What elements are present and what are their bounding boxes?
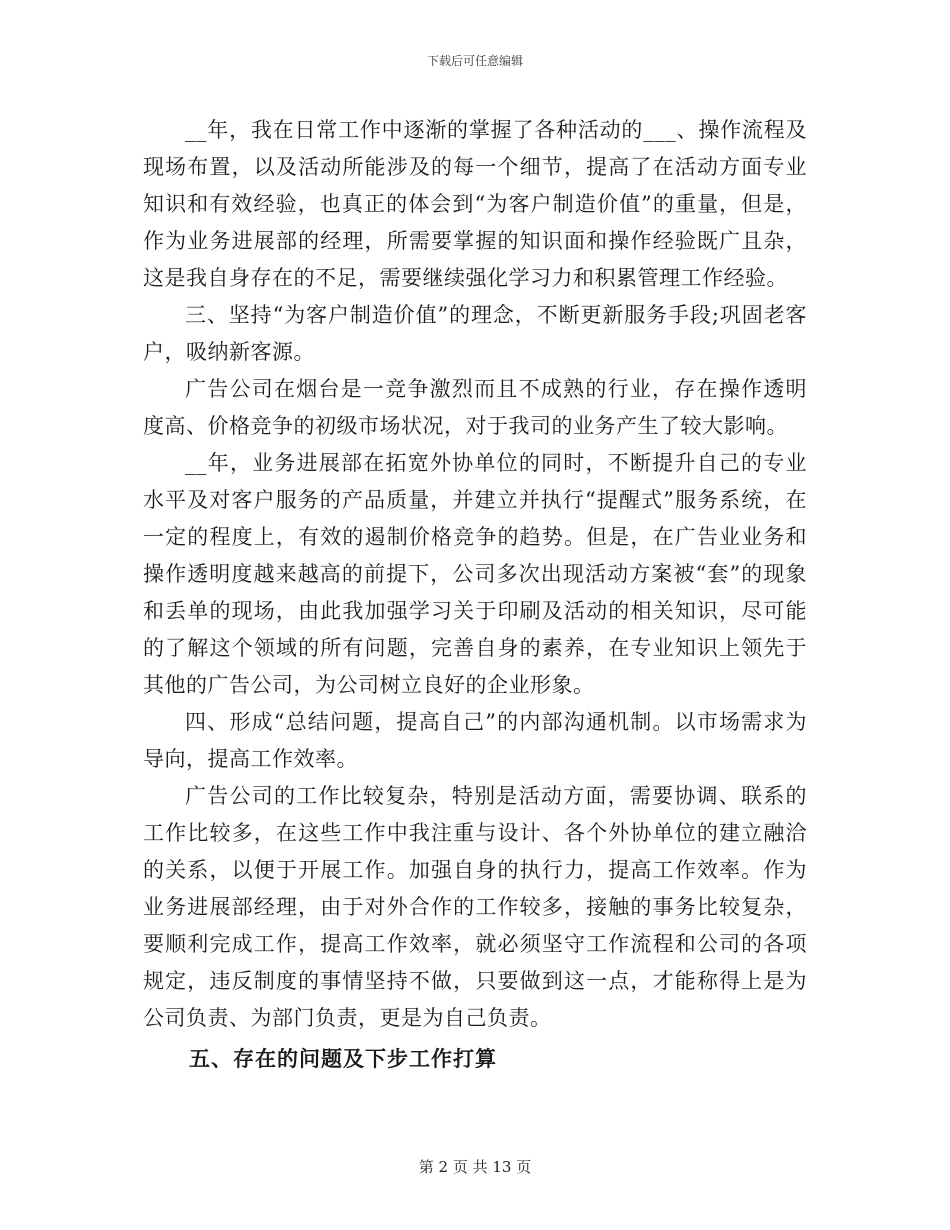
document-body <box>143 112 807 1078</box>
page-number: 第 2 页 共 13 页 <box>418 1158 532 1176</box>
paragraph-work-efficiency: 广告公司的工作比较复杂，特别是活动方面，需要协调、联系的工作比较多，在这些工作中我注重与设计、各个外协单位的建立融洽的关系，以便于开展工作。加强自身的执行力，提高工作效率。作为业务进展部经理，由于对外合作的工作较多，接触的事务比较复杂，要顺利完成工作，提高工作效率，就必须坚守工作流程和公司的各项规定，违反制度的事情坚持不做，只要做到这一点，才能称得上是为公司负责、为部门负责，更是为自己负责。 <box>143 784 807 1030</box>
paragraph-service-system: __年，业务进展部在拓宽外协单位的同时，不断提升自己的专业水平及对客户服务的产品质量，并建立并执行“提醒式”服务系统，在一定的程度上，有效的遏制价格竞争的趋势。但是，在广告业业务和操作透明度越来越高的前提下，公司多次出现活动方案被“套”的现象和丢单的现场，由此我加强学习关于印刷及活动的相关知识，尽可能的了解这个领域的所有问题，完善自身的素养，在专业知识上领先于其他的广告公司，为公司树立良好的企业形象。 <box>143 451 807 697</box>
paragraph-point-three: 三、坚持“为客户制造价值”的理念，不断更新服务手段;巩固老客户，吸纳新客源。 <box>143 303 807 364</box>
paragraph-market-status: 广告公司在烟台是一竞争激烈而且不成熟的行业，存在操作透明度高、价格竞争的初级市场状况，对于我司的业务产生了较大影响。 <box>143 377 807 438</box>
header-note: 下载后可任意编辑 <box>426 54 523 68</box>
section-heading: 五、存在的问题及下步工作打算 <box>189 1047 497 1071</box>
paragraph-point-four: 四、形成“总结问题，提高自己”的内部沟通机制。以市场需求为导向，提高工作效率。 <box>143 710 807 771</box>
paragraph-experience: __年，我在日常工作中逐渐的掌握了各种活动的___、操作流程及现场布置，以及活动所能涉及的每一个细节，提高了在活动方面专业知识和有效经验，也真正的体会到“为客户制造价值”的重量，但是，作为业务进展部的经理，所需要掌握的知识面和操作经验既广且杂，这是我自身存在的不足，需要继续强化学习力和积累管理工作经验。 <box>143 118 807 290</box>
